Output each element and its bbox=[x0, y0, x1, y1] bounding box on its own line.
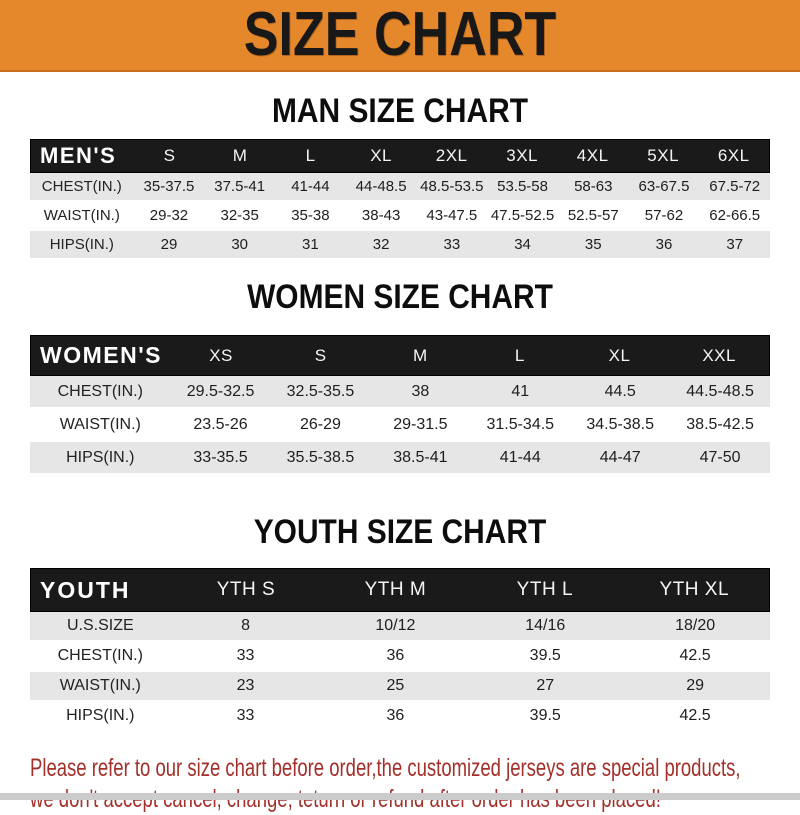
bottom-divider bbox=[0, 793, 800, 800]
row-cell: 25 bbox=[386, 677, 405, 694]
table-header-col: 5XL bbox=[647, 146, 680, 165]
table-header-col: YTH L bbox=[516, 579, 574, 600]
row-cell: 29-32 bbox=[149, 207, 189, 224]
row-label: U.S.SIZE bbox=[66, 617, 134, 634]
table-header-col: YTH M bbox=[364, 579, 427, 600]
table-header-col: L bbox=[305, 146, 316, 165]
row-cell: 33 bbox=[443, 236, 461, 253]
table-header-col: XL bbox=[608, 345, 631, 365]
row-cell: 36 bbox=[386, 707, 405, 724]
row-label: WAIST(IN.) bbox=[59, 415, 141, 433]
row-cell: 18/20 bbox=[675, 617, 716, 634]
row-label: CHEST(IN.) bbox=[41, 178, 122, 195]
row-cell: 35 bbox=[584, 236, 602, 253]
table-header-col: S bbox=[314, 345, 327, 365]
table-row bbox=[30, 442, 770, 475]
table-header-row bbox=[30, 139, 770, 173]
row-cell: 42.5 bbox=[679, 707, 711, 724]
row-cell: 37 bbox=[726, 236, 744, 253]
table-header-col: S bbox=[163, 146, 176, 165]
row-cell: 29 bbox=[686, 677, 704, 694]
table-header-col: 6XL bbox=[717, 146, 750, 165]
row-label: CHEST(IN.) bbox=[57, 647, 143, 664]
disclaimer-line-1: Please refer to our size chart before order,the customized jerseys are special products, bbox=[30, 754, 741, 782]
banner-title: SIZE CHART bbox=[243, 0, 557, 69]
row-cell: 34.5-38.5 bbox=[586, 415, 654, 433]
row-cell: 38.5-42.5 bbox=[686, 415, 754, 433]
row-cell: 62-66.5 bbox=[709, 207, 761, 224]
table-row bbox=[30, 702, 770, 732]
section-heading: MAN SIZE CHART bbox=[272, 92, 528, 130]
row-cell: 33 bbox=[236, 647, 255, 664]
table-header-col: YTH XL bbox=[659, 579, 730, 600]
row-cell: 30 bbox=[231, 236, 249, 253]
row-cell: 58-63 bbox=[574, 178, 613, 195]
table-header-label: MEN'S bbox=[40, 143, 117, 168]
row-cell: 29-31.5 bbox=[393, 415, 448, 433]
row-label: HIPS(IN.) bbox=[66, 448, 135, 466]
table-header-col: YTH S bbox=[216, 579, 276, 600]
size-chart-sections bbox=[0, 94, 800, 732]
size-table bbox=[30, 139, 770, 260]
table-row bbox=[30, 376, 770, 409]
row-cell: 32 bbox=[372, 236, 390, 253]
table-header-label: WOMEN'S bbox=[40, 342, 163, 368]
table-header-col: XXL bbox=[702, 345, 736, 365]
row-cell: 47.5-52.5 bbox=[490, 207, 555, 224]
row-cell: 47-50 bbox=[699, 448, 741, 466]
row-label: HIPS(IN.) bbox=[66, 707, 135, 724]
row-label: HIPS(IN.) bbox=[49, 236, 114, 253]
row-cell: 42.5 bbox=[679, 647, 711, 664]
row-cell: 67.5-72 bbox=[709, 178, 761, 195]
table-row bbox=[30, 202, 770, 231]
row-cell: 53.5-58 bbox=[497, 178, 548, 195]
table-header-col: XS bbox=[209, 345, 233, 365]
row-label: WAIST(IN.) bbox=[43, 207, 120, 224]
size-table bbox=[30, 568, 770, 732]
table-row bbox=[30, 612, 770, 642]
row-cell: 44-48.5 bbox=[355, 178, 407, 195]
table-row bbox=[30, 409, 770, 442]
row-cell: 39.5 bbox=[529, 647, 561, 664]
row-cell: 38-43 bbox=[361, 207, 401, 224]
table-row bbox=[30, 672, 770, 702]
row-cell: 35.5-38.5 bbox=[286, 448, 355, 466]
table-header-col: M bbox=[232, 146, 248, 165]
row-cell: 63-67.5 bbox=[638, 178, 690, 195]
row-cell: 23.5-26 bbox=[193, 415, 248, 433]
section-heading: YOUTH SIZE CHART bbox=[253, 513, 547, 551]
row-cell: 35-37.5 bbox=[143, 178, 195, 195]
row-cell: 35-38 bbox=[291, 207, 330, 224]
row-cell: 44-47 bbox=[599, 448, 641, 466]
table-header-col: 4XL bbox=[576, 146, 609, 165]
row-cell: 27 bbox=[536, 677, 555, 694]
table-header-row bbox=[30, 568, 770, 612]
row-cell: 44.5 bbox=[604, 382, 636, 400]
size-table-section bbox=[0, 280, 800, 475]
row-label: WAIST(IN.) bbox=[59, 677, 141, 694]
table-header-label: YOUTH bbox=[40, 576, 131, 603]
table-header-col: XL bbox=[370, 146, 393, 165]
row-cell: 38 bbox=[411, 382, 430, 400]
table-row bbox=[30, 173, 770, 202]
row-cell: 38.5-41 bbox=[393, 448, 448, 466]
row-cell: 41-44 bbox=[291, 178, 330, 195]
disclaimer bbox=[30, 753, 800, 815]
row-label: CHEST(IN.) bbox=[57, 382, 143, 400]
size-table-section bbox=[0, 94, 800, 260]
table-row bbox=[30, 642, 770, 672]
row-cell: 57-62 bbox=[644, 207, 684, 224]
table-header-row bbox=[30, 335, 770, 376]
row-cell: 29 bbox=[160, 236, 178, 253]
row-cell: 14/16 bbox=[525, 617, 566, 634]
row-cell: 10/12 bbox=[375, 617, 416, 634]
row-cell: 36 bbox=[655, 236, 673, 253]
size-chart-banner bbox=[0, 0, 800, 72]
row-cell: 52.5-57 bbox=[567, 207, 619, 224]
size-table-section bbox=[0, 515, 800, 732]
table-row bbox=[30, 231, 770, 260]
table-header-col: L bbox=[514, 345, 525, 365]
row-cell: 43-47.5 bbox=[426, 207, 478, 224]
section-heading: WOMEN SIZE CHART bbox=[247, 278, 553, 316]
table-header-col: 3XL bbox=[506, 146, 539, 165]
row-cell: 8 bbox=[241, 617, 250, 634]
row-cell: 37.5-41 bbox=[214, 178, 266, 195]
row-cell: 26-29 bbox=[299, 415, 341, 433]
row-cell: 32.5-35.5 bbox=[286, 382, 355, 400]
row-cell: 36 bbox=[386, 647, 405, 664]
row-cell: 44.5-48.5 bbox=[686, 382, 754, 400]
row-cell: 23 bbox=[236, 677, 255, 694]
table-header-col: M bbox=[412, 345, 428, 365]
row-cell: 33 bbox=[236, 707, 255, 724]
row-cell: 34 bbox=[514, 236, 531, 253]
row-cell: 31 bbox=[302, 236, 319, 253]
table-header-col: 2XL bbox=[435, 146, 468, 165]
row-cell: 29.5-32.5 bbox=[186, 382, 255, 400]
row-cell: 31.5-34.5 bbox=[486, 415, 555, 433]
row-cell: 33-35.5 bbox=[193, 448, 248, 466]
row-cell: 48.5-53.5 bbox=[420, 178, 484, 195]
row-cell: 39.5 bbox=[529, 707, 561, 724]
row-cell: 32-35 bbox=[220, 207, 259, 224]
size-table bbox=[30, 335, 770, 475]
row-cell: 41 bbox=[511, 382, 530, 400]
row-cell: 41-44 bbox=[499, 448, 541, 466]
